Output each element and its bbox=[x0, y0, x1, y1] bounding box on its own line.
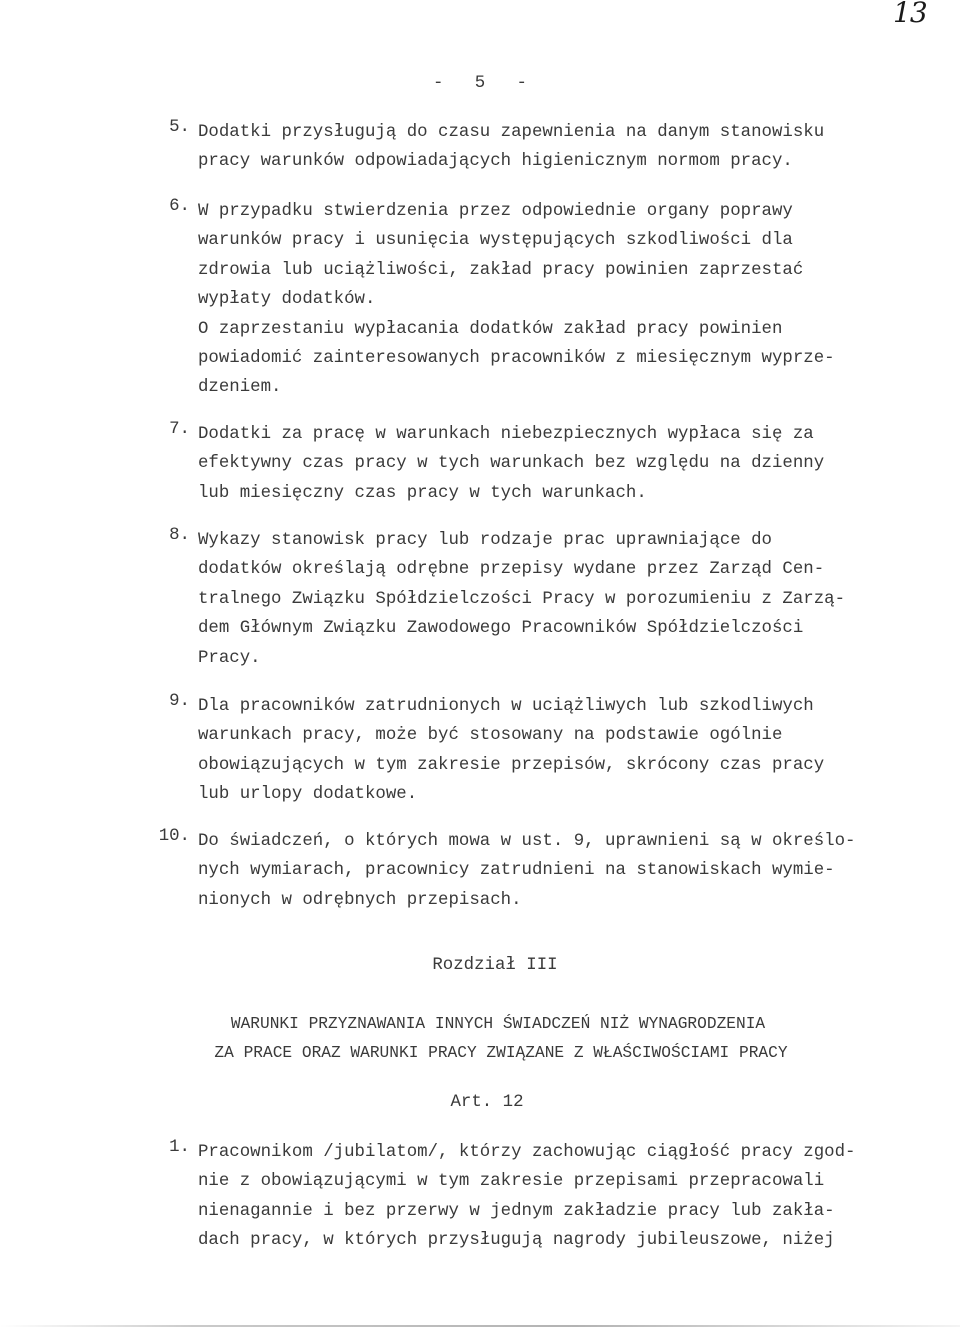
point-5 bbox=[169, 118, 960, 177]
text-line: warunków pracy i usunięcia występujących szkodliwości dla bbox=[198, 231, 793, 251]
text-line: Do świadczeń, o których mowa w ust. 9, uprawnieni są w określo- bbox=[198, 832, 856, 851]
text-line: tralnego Związku Spółdzielczości Pracy w porozumieniu z Zarzą- bbox=[198, 589, 846, 609]
text-line: efektywny czas pracy w tych warunkach bez względu na dzienny bbox=[198, 454, 825, 474]
point-number: 7. bbox=[169, 420, 190, 439]
text-line: Dodatki przysługują do czasu zapewnienia na danym stanowisku bbox=[198, 123, 825, 142]
text-line: dach pracy, w których przysługują nagrody jubileuszowe, niżej bbox=[198, 1231, 835, 1251]
text-line: O zaprzestaniu wypłacania dodatków zakład pracy powinien bbox=[198, 319, 783, 339]
text-line: nionych w odrębnych przepisach. bbox=[198, 890, 522, 910]
page-number: - 5 - bbox=[433, 74, 527, 93]
point-6 bbox=[169, 197, 960, 403]
text-line: dodatków określają odrębne przepisy wydane przez Zarząd Cen- bbox=[198, 560, 825, 580]
article-number: Art. 12 bbox=[450, 1093, 524, 1112]
point-10 bbox=[158, 827, 960, 915]
text-line: Dla pracowników zatrudnionych w uciążliwych lub szkodliwych bbox=[198, 697, 814, 716]
text-line: Wykazy stanowisk pracy lub rodzaje prac uprawniające do bbox=[198, 531, 772, 550]
text-line: lub urlopy dodatkowe. bbox=[198, 785, 418, 805]
corner-page-number: 13 bbox=[893, 0, 927, 29]
point-number: 5. bbox=[169, 118, 190, 137]
text-line: lub miesięczny czas pracy w tych warunkach. bbox=[198, 483, 647, 503]
chapter-heading-line-2: ZA PRACE ORAZ WARUNKI PRACY ZWIĄZANE Z WŁAŚCIWOŚCIAMI PRACY bbox=[214, 1044, 788, 1062]
text-line: zdrowia lub uciążliwości, zakład pracy powinien zaprzestać bbox=[198, 260, 804, 280]
text-line: warunkach pracy, może być stosowany na podstawie ogólnie bbox=[198, 726, 783, 746]
point-number: 9. bbox=[169, 692, 190, 711]
point-number: 1. bbox=[169, 1138, 190, 1157]
point-number: 10. bbox=[158, 827, 190, 846]
text-line: nienagannie i bez przerwy w jednym zakładzie pracy lub zakła- bbox=[198, 1201, 835, 1221]
text-line: powiadomić zainteresowanych pracowników z miesięcznym wyprze- bbox=[198, 348, 835, 368]
text-line: nie z obowiązującymi w tym zakresie przepisami przepracowali bbox=[198, 1172, 825, 1192]
text-line: dzeniem. bbox=[198, 378, 282, 398]
point-number: 6. bbox=[169, 197, 190, 216]
article-12-point-1 bbox=[169, 1138, 960, 1256]
text-line: dem Głównym Związku Zawodowego Pracowników Spółdzielczości bbox=[198, 619, 804, 639]
point-number: 8. bbox=[169, 526, 190, 545]
text-line: nych wymiarach, pracownicy zatrudnieni na stanowiskach wymie- bbox=[198, 861, 835, 881]
text-line: Pracownikom /jubilatom/, którzy zachowując ciągłość pracy zgod- bbox=[198, 1143, 856, 1162]
text-line: Pracy. bbox=[198, 648, 261, 668]
chapter-title: Rozdział III bbox=[432, 956, 558, 975]
text-line: W przypadku stwierdzenia przez odpowiednie organy poprawy bbox=[198, 202, 793, 221]
chapter-heading-line-1: WARUNKI PRZYZNAWANIA INNYCH ŚWIADCZEŃ NIŻ WYNAGRODZENIA bbox=[230, 1015, 766, 1033]
text-line: obowiązujących w tym zakresie przepisów, skrócony czas pracy bbox=[198, 755, 825, 775]
point-7 bbox=[169, 420, 960, 508]
scan-edge-divider bbox=[0, 1325, 960, 1327]
point-9 bbox=[169, 692, 960, 810]
point-8 bbox=[169, 526, 960, 673]
text-line: pracy warunków odpowiadających higienicznym normom pracy. bbox=[198, 152, 793, 172]
text-line: Dodatki za pracę w warunkach niebezpiecznych wypłaca się za bbox=[198, 425, 814, 444]
text-line: wypłaty dodatków. bbox=[198, 290, 376, 310]
